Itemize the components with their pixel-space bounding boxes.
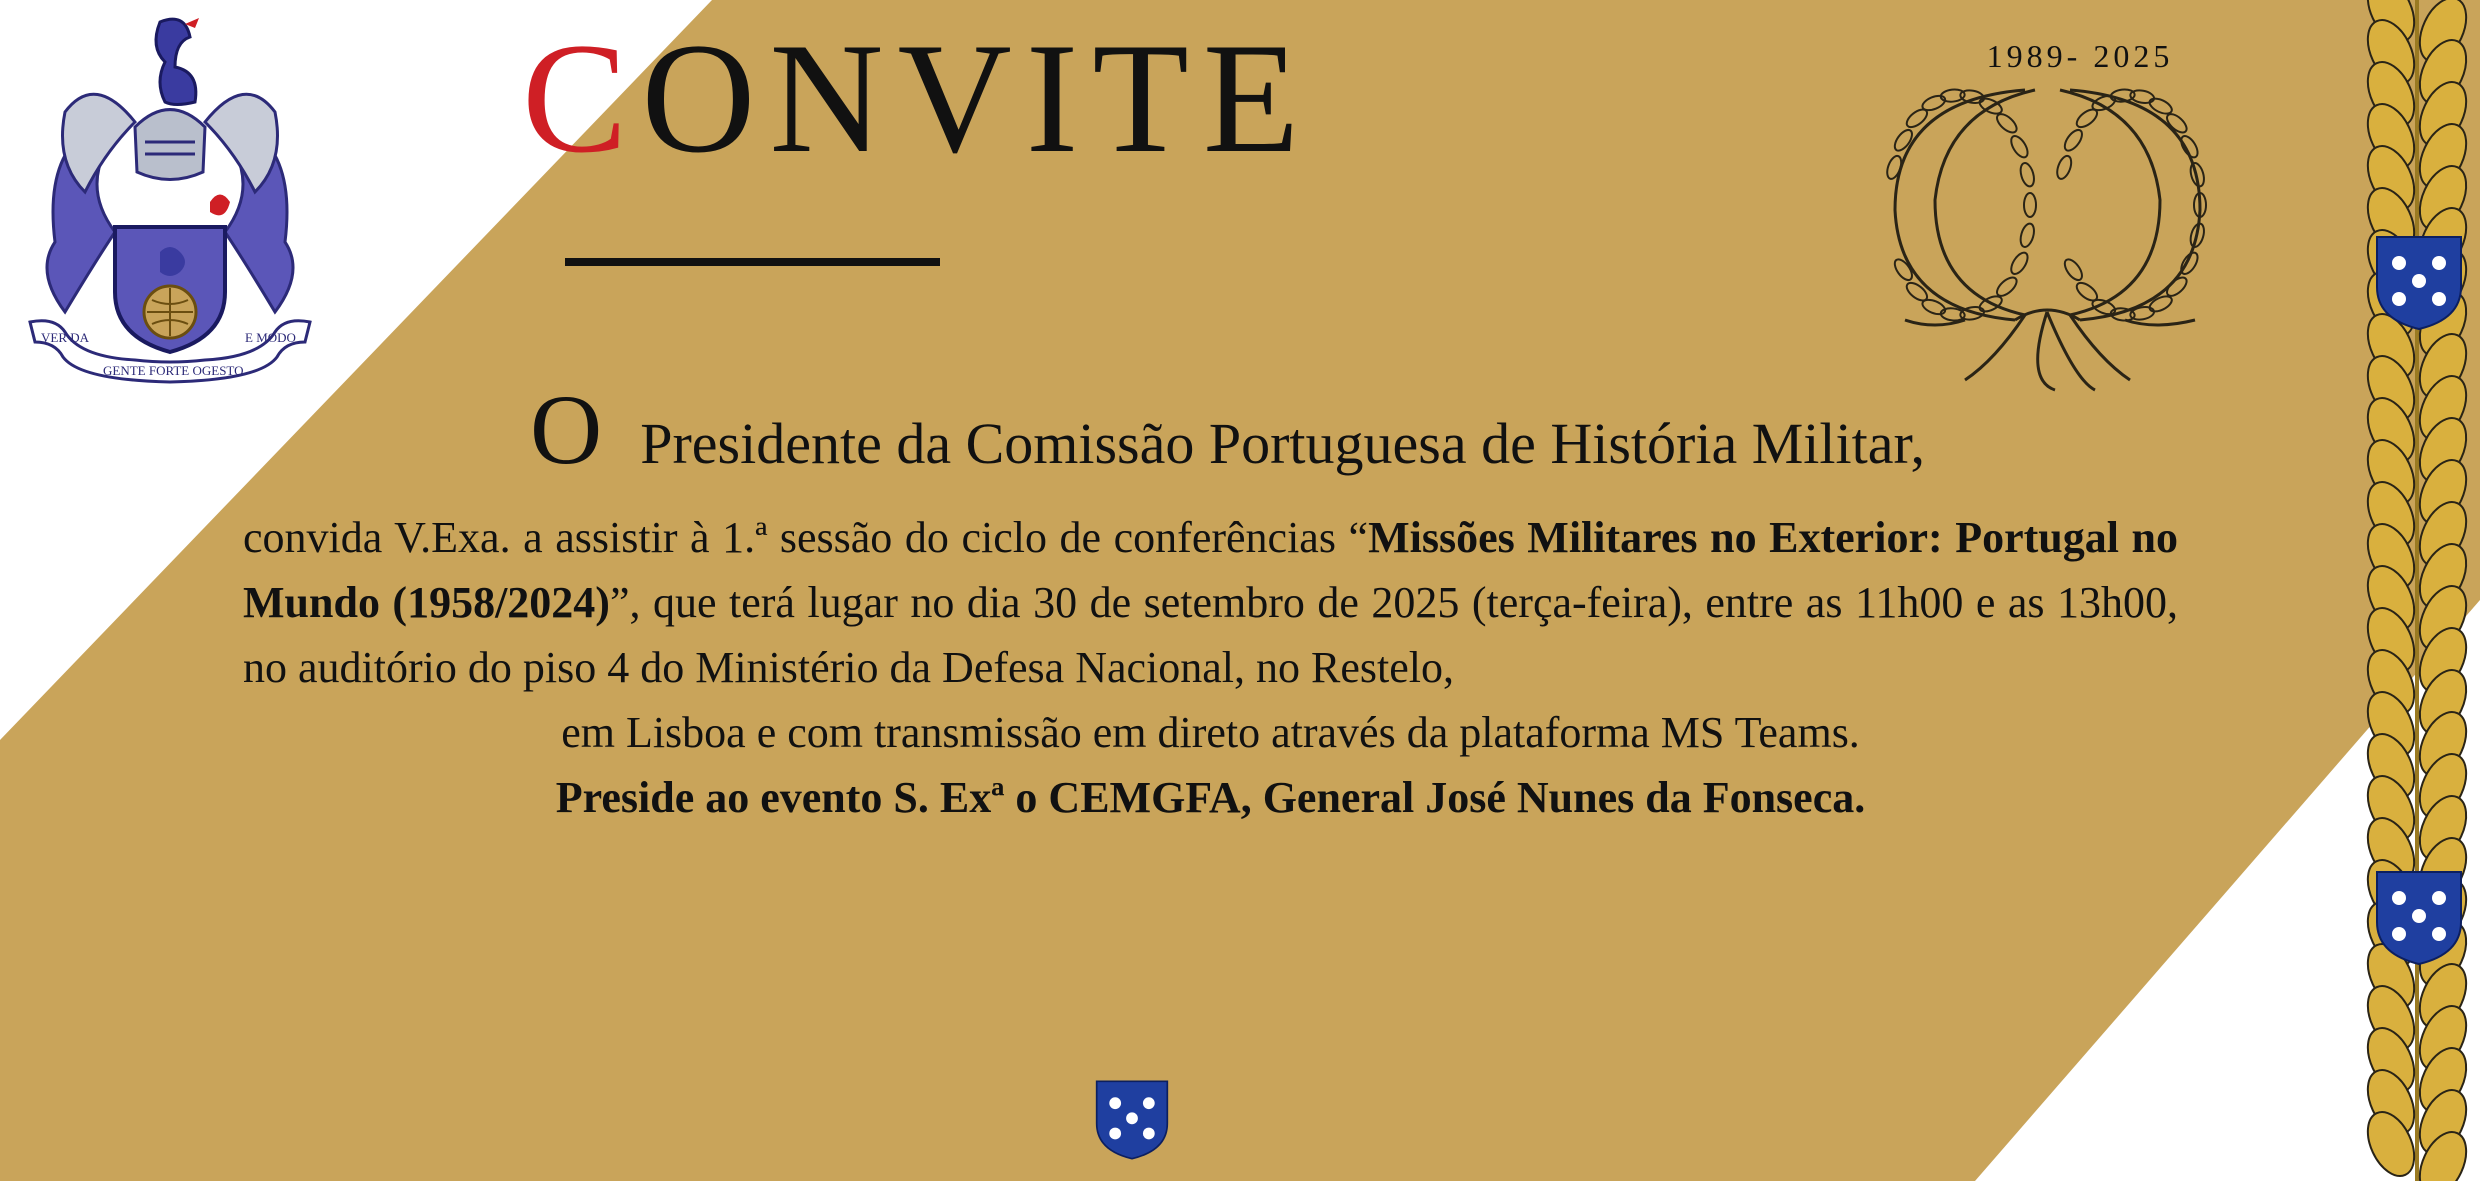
twin-laurel-wreath-icon [1875, 80, 2220, 400]
presenter-initial: O [530, 374, 603, 485]
shield-quinas-top-icon [2375, 235, 2463, 331]
wreath-leaf [2008, 133, 2031, 160]
motto-right: E MODO [245, 330, 296, 345]
title-rest: ONVITE [641, 11, 1314, 186]
wreath-leaf [2008, 250, 2031, 277]
anniversary-years: 1989- 2025 [1986, 38, 2174, 74]
page-title [522, 11, 1314, 186]
wreath-leaf [1904, 280, 1930, 304]
wreath-leaf [2061, 256, 2085, 282]
body-text-details: ”, que terá lugar no dia 30 de setembro de 2025 (terça-feira), entre as 11h00 e as 13h00, no auditório do piso 4 do Ministério da Defesa Nacional, no Restelo, [243, 578, 2178, 692]
wreath-leaf [2018, 162, 2036, 188]
wreath-leaf [2090, 93, 2117, 113]
wreath-leaf [1920, 93, 1947, 113]
shield-quinas-middle-icon [2375, 870, 2463, 966]
wreath-leaf [2147, 293, 2174, 314]
wreath-leaf [2024, 193, 2036, 217]
presenter-line [530, 374, 1930, 485]
wreath-leaf [2178, 133, 2201, 160]
wreath-leaf [1884, 154, 1903, 181]
wreath-leaf [2018, 222, 2036, 248]
motto-bottom: GENTE FORTE OGESTO [103, 363, 244, 378]
body-text-presiding: Preside ao evento S. Exª o CEMGFA, General José Nunes da Fonseca. [555, 773, 1866, 822]
wreath-leaf [2054, 154, 2073, 181]
wreath-leaf [2178, 250, 2201, 277]
shield-quinas-bottom-icon [1095, 1075, 1169, 1165]
wreath-leaf [1940, 88, 1965, 102]
wreath-leaf [2074, 280, 2100, 304]
presenter-text: Presidente da Comissão Portuguesa de História Militar, [640, 411, 1925, 476]
body-text-start: convida V.Exa. a assistir à 1.ª sessão do ciclo de conferências “ [243, 513, 1369, 562]
wreath-leaf [2061, 127, 2085, 153]
body-text-location: em Lisboa e com transmissão em direto através da plataforma MS Teams. [561, 708, 1860, 757]
wreath-leaf [2110, 88, 2135, 102]
title-underline [565, 258, 940, 266]
coat-of-arms-icon [25, 12, 315, 392]
wreath-leaf [1891, 127, 1915, 153]
motto-left: VER DA [41, 330, 90, 345]
event-name: Missões Militares no Exterior: Portugal no Mundo (1958/2024) [243, 513, 2178, 627]
title-first-letter: C [522, 11, 642, 186]
invitation-body [243, 505, 2178, 830]
laurel-border-icon [2355, 0, 2480, 1181]
wreath-leaf [1994, 111, 2020, 136]
